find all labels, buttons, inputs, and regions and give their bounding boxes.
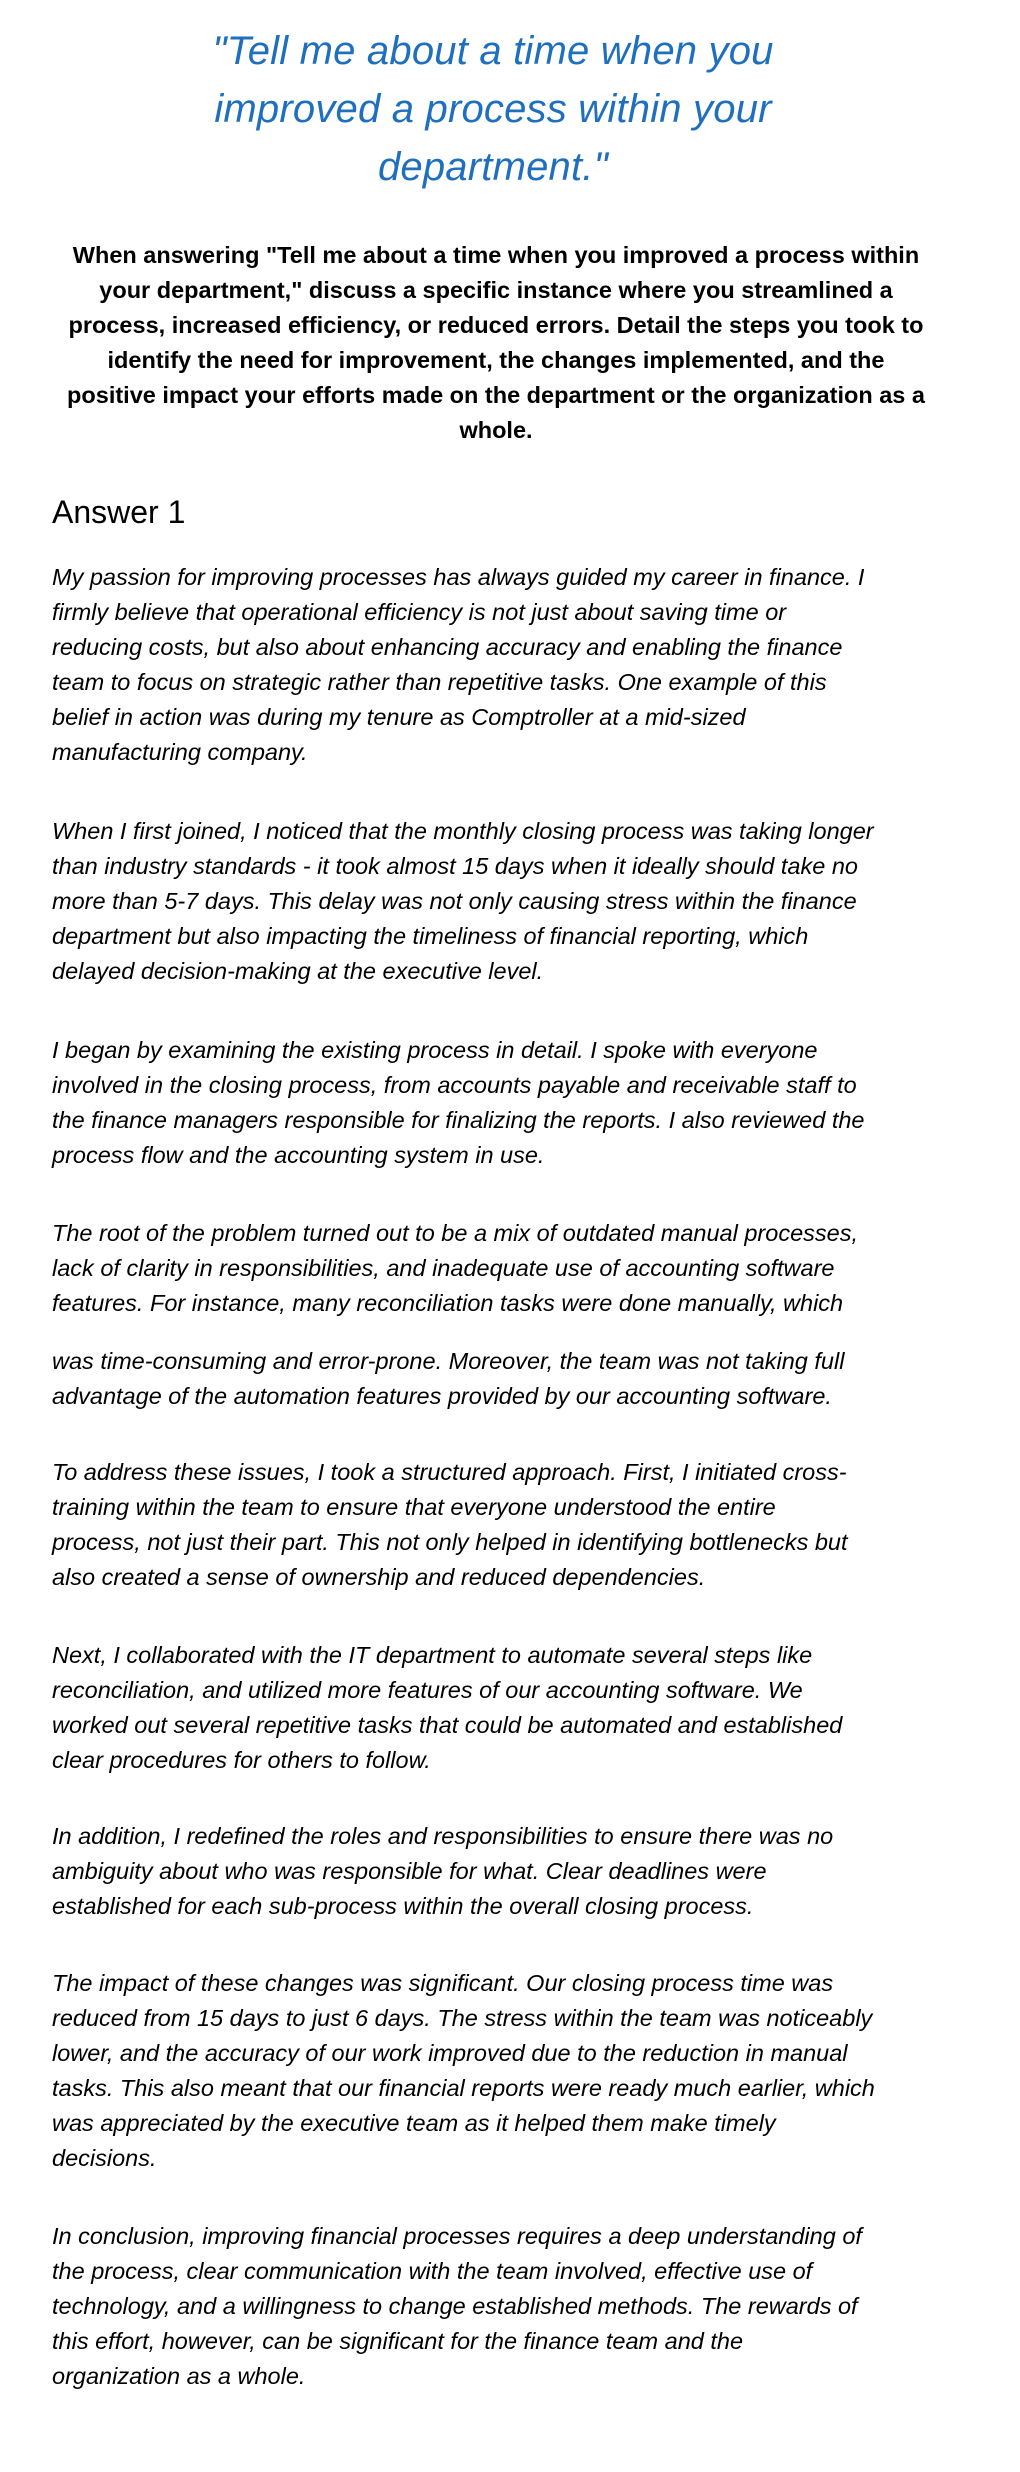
paragraph-line: When I first joined, I noticed that the monthly closing process was taking longer [52, 818, 874, 844]
intro-line: your department," discuss a specific instance where you streamlined a [99, 277, 893, 303]
paragraph-line: belief in action was during my tenure as Comptroller at a mid-sized [52, 704, 746, 730]
answer-paragraph [52, 2219, 957, 2394]
paragraph-line: reducing costs, but also about enhancing accuracy and enabling the finance [52, 634, 843, 660]
paragraph-line: tasks. This also meant that our financial reports were ready much earlier, which [52, 2075, 875, 2101]
title-line: improved a process within your [214, 87, 772, 131]
paragraph-line: reduced from 15 days to just 6 days. The stress within the team was noticeably [52, 2005, 873, 2031]
paragraph-line: involved in the closing process, from accounts payable and receivable staff to [52, 1072, 857, 1098]
paragraph-line: manufacturing company. [52, 739, 308, 765]
intro-paragraph [50, 238, 942, 448]
paragraph-line: than industry standards - it took almost 15 days when it ideally should take no [52, 853, 858, 879]
paragraph-line: reconciliation, and utilized more features of our accounting software. We [52, 1677, 803, 1703]
intro-line: positive impact your efforts made on the department or the organization as a [67, 382, 925, 408]
paragraph-line: The impact of these changes was significant. Our closing process time was [52, 1970, 834, 1996]
paragraph-line: the process, clear communication with the team involved, effective use of [52, 2258, 813, 2284]
intro-line: process, increased efficiency, or reduced errors. Detail the steps you took to [68, 312, 924, 338]
paragraph-line: features. For instance, many reconciliation tasks were done manually, which [52, 1290, 844, 1316]
paragraph-line: process flow and the accounting system in use. [52, 1142, 545, 1168]
paragraph-line: process, not just their part. This not only helped in identifying bottlenecks but [52, 1529, 848, 1555]
paragraph-line: I began by examining the existing process in detail. I spoke with everyone [52, 1037, 818, 1063]
intro-line: When answering "Tell me about a time when you improved a process within [72, 242, 920, 268]
paragraph-line: ambiguity about who was responsible for what. Clear deadlines were [52, 1858, 767, 1884]
paragraph-line: department but also impacting the timeliness of financial reporting, which [52, 923, 809, 949]
paragraph-line: the finance managers responsible for finalizing the reports. I also reviewed the [52, 1107, 865, 1133]
paragraph-line: organization as a whole. [52, 2363, 306, 2389]
paragraph-line: My passion for improving processes has always guided my career in finance. I [52, 564, 865, 590]
answer-paragraph [52, 1033, 957, 1173]
paragraph-line: advantage of the automation features provided by our accounting software. [52, 1383, 832, 1409]
title-line: department." [377, 145, 609, 189]
paragraph-line: was appreciated by the executive team as it helped them make timely [52, 2110, 776, 2136]
paragraph-line: this effort, however, can be significant for the finance team and the [52, 2328, 744, 2354]
paragraph-line: was time-consuming and error-prone. Moreover, the team was not taking full [52, 1348, 845, 1374]
title-line: "Tell me about a time when you [212, 29, 774, 73]
paragraph-line: established for each sub-process within the overall closing process. [52, 1893, 754, 1919]
paragraph-line: also created a sense of ownership and reduced dependencies. [52, 1564, 706, 1590]
paragraph-line: delayed decision-making at the executive level. [52, 958, 544, 984]
answer-paragraph [52, 1455, 957, 1595]
paragraph-line: The root of the problem turned out to be a mix of outdated manual processes, [52, 1220, 858, 1246]
answer-paragraph [52, 1216, 957, 1321]
paragraph-line: worked out several repetitive tasks that could be automated and established [52, 1712, 843, 1738]
paragraph-line: decisions. [52, 2145, 157, 2171]
paragraph-line: team to focus on strategic rather than repetitive tasks. One example of this [52, 669, 827, 695]
paragraph-line: technology, and a willingness to change established methods. The rewards of [52, 2293, 858, 2319]
question-title [170, 22, 816, 196]
intro-line: whole. [459, 417, 533, 443]
paragraph-line: Next, I collaborated with the IT department to automate several steps like [52, 1642, 813, 1668]
paragraph-line: lower, and the accuracy of our work improved due to the reduction in manual [52, 2040, 848, 2066]
answer-heading: Answer 1 [52, 494, 186, 530]
paragraph-line: To address these issues, I took a structured approach. First, I initiated cross- [52, 1459, 847, 1485]
paragraph-line: In conclusion, improving financial processes requires a deep understanding of [52, 2223, 862, 2249]
intro-line: identify the need for improvement, the changes implemented, and the [107, 347, 885, 373]
answer-paragraph [52, 1638, 957, 1778]
paragraph-line: clear procedures for others to follow. [52, 1747, 431, 1773]
answer-paragraph [52, 1966, 957, 2176]
paragraph-line: training within the team to ensure that everyone understood the entire [52, 1494, 776, 1520]
paragraph-line: firmly believe that operational efficiency is not just about saving time or [52, 599, 787, 625]
paragraph-line: In addition, I redefined the roles and responsibilities to ensure there was no [52, 1823, 834, 1849]
paragraph-line: lack of clarity in responsibilities, and inadequate use of accounting software [52, 1255, 835, 1281]
answer-paragraph [52, 560, 957, 770]
paragraph-line: more than 5-7 days. This delay was not only causing stress within the finance [52, 888, 857, 914]
answer-paragraph [52, 814, 957, 989]
answer-paragraph [52, 1344, 957, 1414]
answer-paragraph [52, 1819, 957, 1924]
